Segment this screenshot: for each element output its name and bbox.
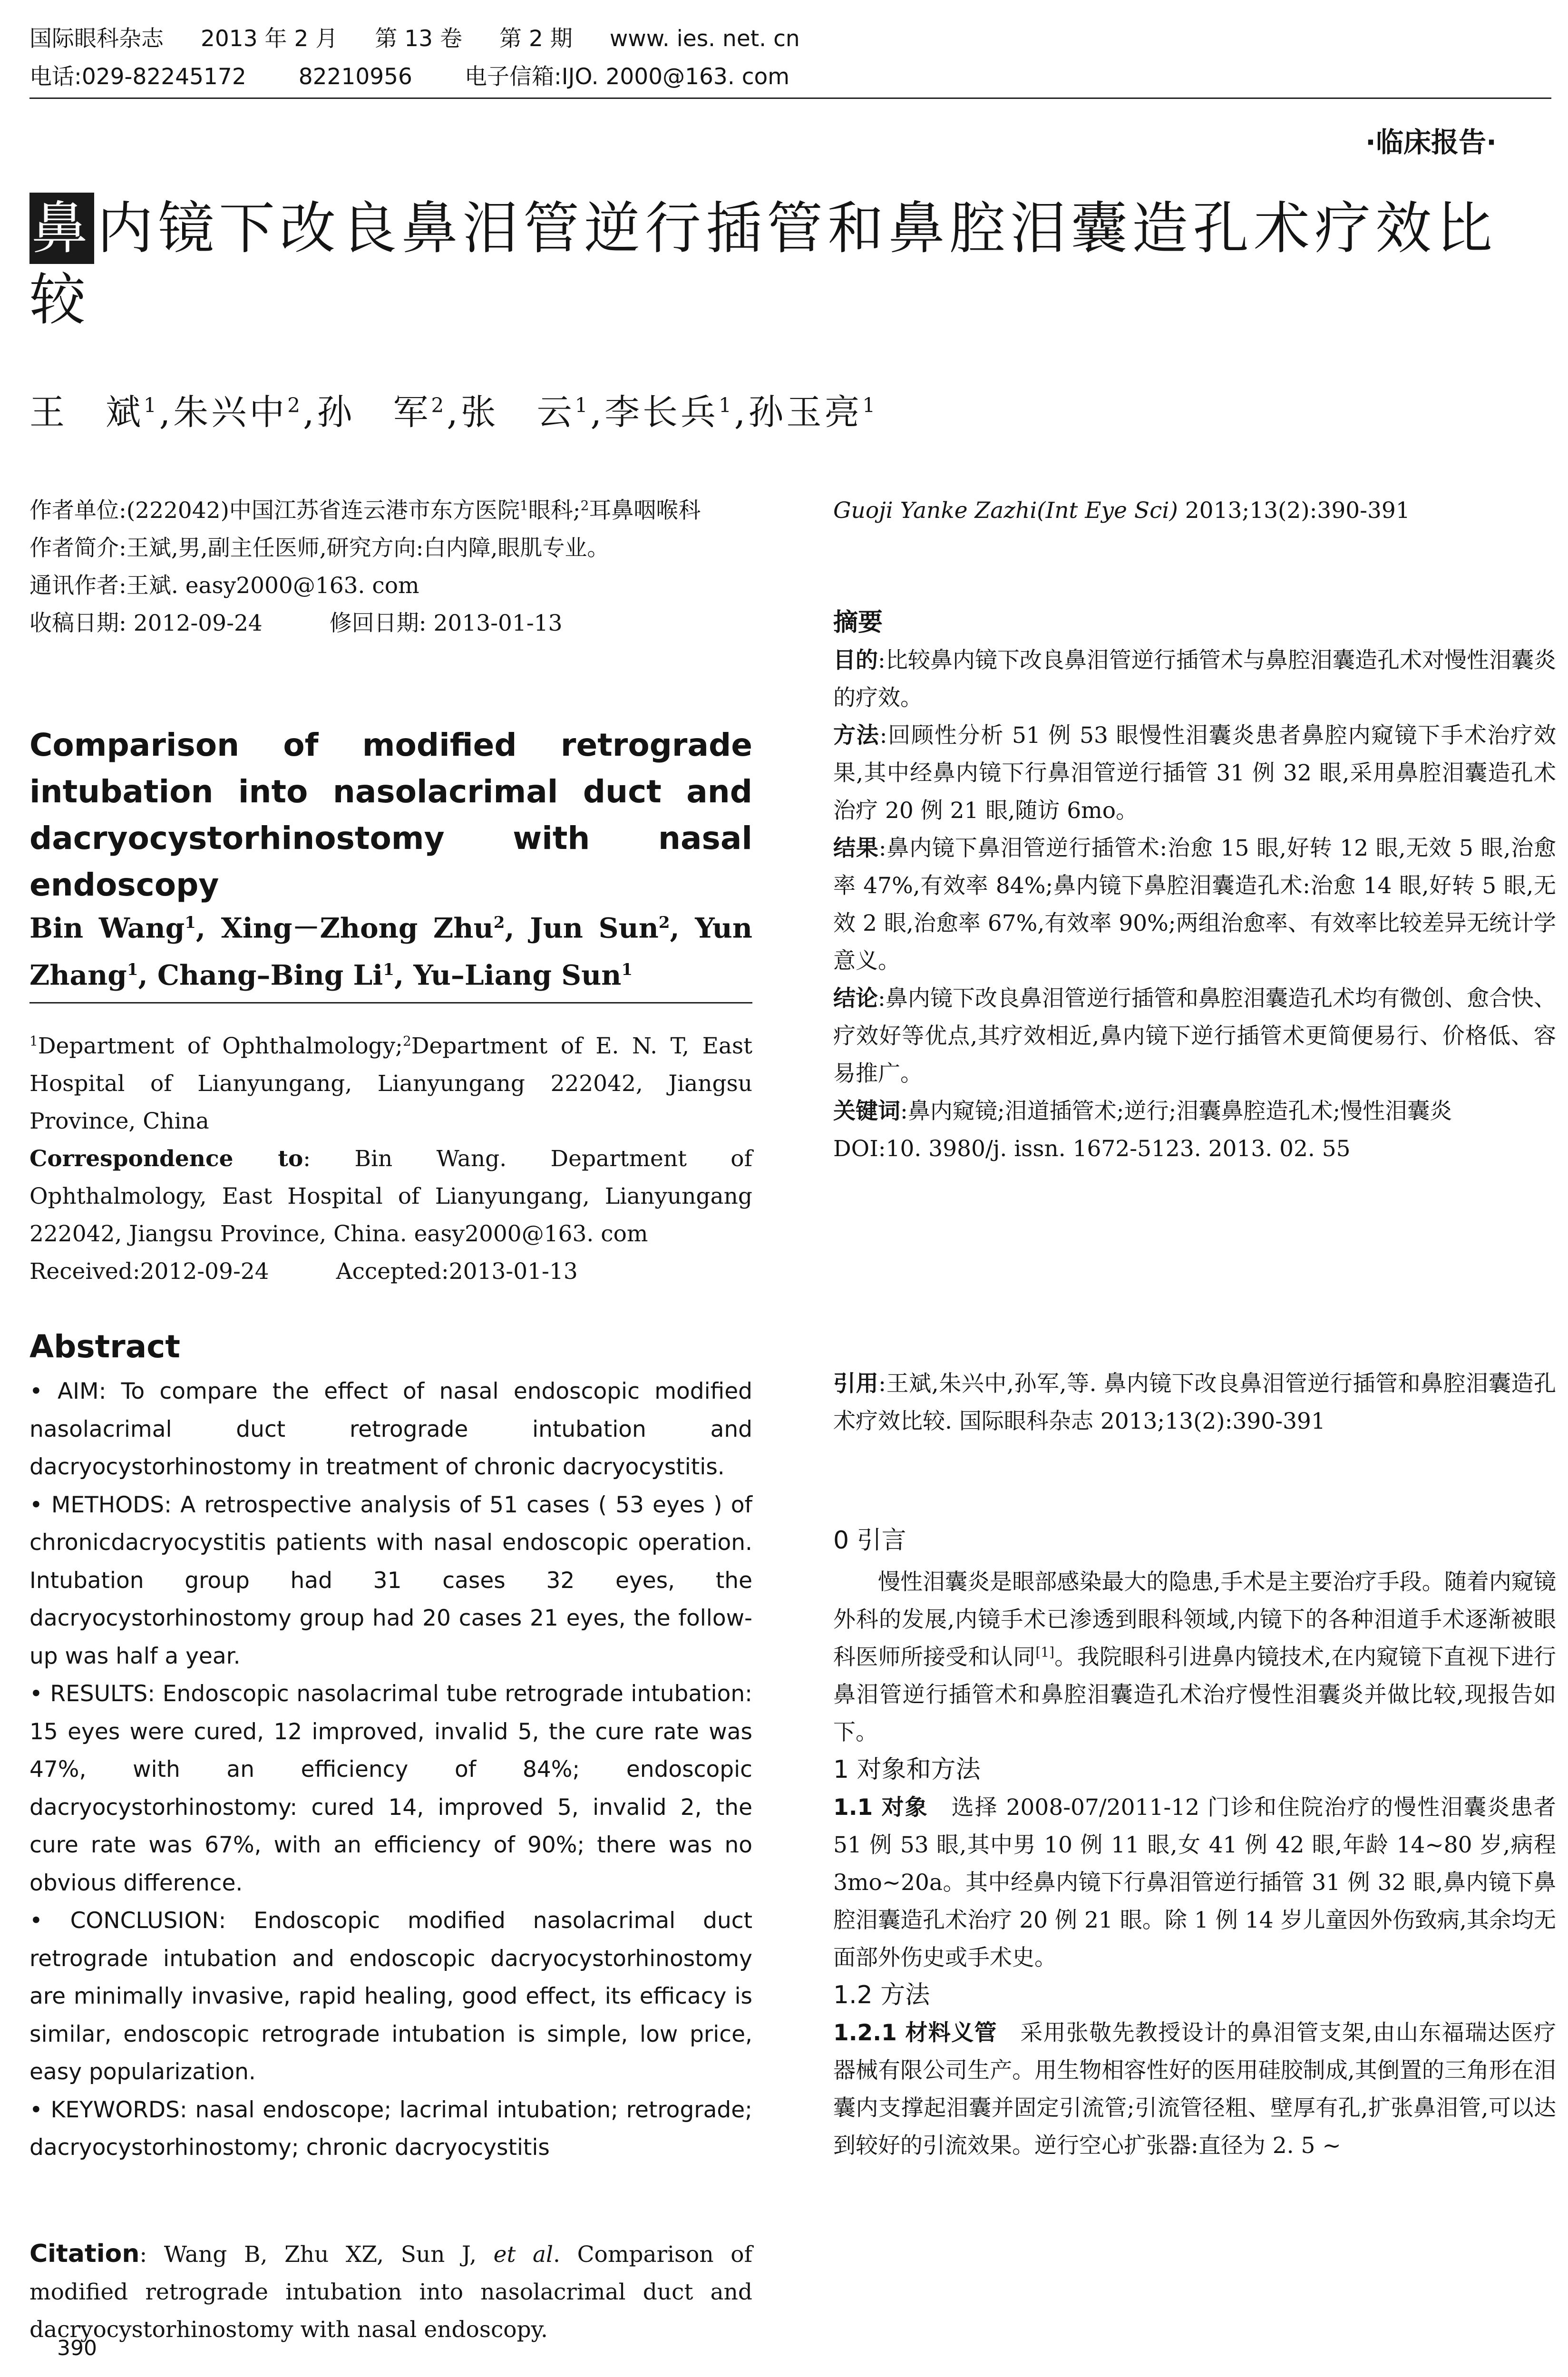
results-label: • RESULTS [29,1681,148,1707]
results-text: : Endoscopic nasolacrimal tube retrograde intubation: 15 eyes were cured, 12 improved, invalid 5, the cure rate was 47%, with an efficiency of 84%; endoscopic dacryocystorhinostomy: cured 14, improved 5, invalid 2, the cure rate was 67%, with an efficiency of 90%; there was no obvious difference. [29,1681,752,1896]
issue-number: 第 2 期 [499,26,573,52]
section-tag: ·临床报告· [1365,126,1497,158]
en-author: Yu–Liang Sun [413,959,622,992]
received-dates: 收稿日期: 2012-09-24 修回日期: 2013-01-13 [29,610,563,636]
affil-dept1: Department of Ophthalmology; [38,1033,403,1059]
zh-keywords-label: 关键词 [833,1098,900,1124]
phone2: 82210956 [298,64,412,90]
zh-aim-text: :比较鼻内镜下改良鼻泪管逆行插管术与鼻腔泪囊造孔术对慢性泪囊炎的疗效。 [833,647,1556,711]
zh-citation-label: 引用 [833,1371,879,1397]
affil-dept2: Department of E. N. T, East Hospital of Lianyungang, Lianyungang 222042, Jiangsu Province, China [29,1033,752,1134]
english-abstract [29,1373,752,2167]
article-body [833,1522,1556,2164]
citation-year: 2013;13(2):390-391 [1185,497,1410,524]
zh-methods-text: :回顾性分析 51 例 53 眼慢性泪囊炎患者鼻腔内窥镜下手术治疗效果,其中经鼻内镜下行鼻泪管逆行插管 31 例 32 眼,采用鼻腔泪囊造孔术治疗 20 例 21 眼,随访 6mo。 [833,722,1556,824]
author-unit: 作者单位:(222042)中国江苏省连云港市东方医院 [29,497,520,524]
chinese-abstract [833,604,1556,1168]
citation-continued [833,492,1556,529]
en-author: Jun Sun [530,912,659,945]
intro-text-b: 。我院眼科引进鼻内镜技术,在内窥镜下直视下进行鼻泪管逆行插管术和鼻腔泪囊造孔术治疗慢性泪囊炎并做比较,现报告如下。 [833,1644,1556,1745]
english-affiliations: $^1$Department of Ophthalmology;$^2$Department of E. N. T, East Hospital of Lianyungang, Lianyungang 222042, Jiangsu Province, China Correspondence to: Bin Wang. Department of Ophthalmology, East Hospital of Lianyungang, Lianyungang 222042, Jiangsu Province, China. easy2000@163. com Received:2012-09-24 Accepted:2013-01-13 [29,1027,752,1290]
intro-text-a: 慢性泪囊炎是眼部感染最大的隐患,手术是主要治疗手段。随着内窥镜外科的发展,内镜手术已渗透到眼科领域,内镜下的各种泪道手术逐渐被眼科医师所接受和认同 [833,1569,1556,1670]
doi: DOI:10. 3980/j. issn. 1672-5123. 2013. 02. 55 [833,1136,1351,1162]
citation-journal: Guoji Yanke Zazhi(Int Eye Sci) [833,497,1178,524]
citation-english [29,2235,752,2348]
title-text: 内镜下改良鼻泪管逆行插管和鼻腔泪囊造孔术疗效比较 [29,195,1498,332]
author: 王 斌 [29,392,144,433]
abstract-heading: Abstract [29,1328,180,1365]
conclusion-label: • CONCLUSION [29,1908,219,1934]
en-author: Chang–Bing Li [157,959,383,992]
issue-date: 2013 年 2 月 [201,26,338,52]
keywords-text: : nasal endoscope; lacrimal intubation; retrograde; dacryocystorhinostomy; chronic dacryocystitis [29,2096,752,2161]
author: 朱兴中 [173,392,288,433]
sec121-label: 1.2.1 材料义管 [833,2020,997,2046]
author: 孙玉亮 [748,392,863,433]
page-number: 390 [57,2336,97,2360]
article-title [29,193,1551,335]
zh-results-text: :鼻内镜下鼻泪管逆行插管术:治愈 15 眼,好转 12 眼,无效 5 眼,治愈率 47%,有效率 84%;鼻内镜下鼻腔泪囊造孔术:治愈 14 眼,好转 5 眼,无效 2 眼,治愈率 67%,有效率 90%;两组治愈率、有效率比较差异无统计学意义。 [833,835,1556,974]
methods-text: : A retrospective analysis of 51 cases ( 53 eyes ) of chronicdacryocystitis patients with nasal endoscopic operation. Intubation group had 31 cases 32 eyes, the dacryocystorhinostomy group had 20 cases 21 eyes, the follow-up was half a year. [29,1491,752,1669]
journal-name: 国际眼科杂志 [29,26,164,52]
section12-heading: 1.2 方法 [833,1981,930,2009]
section1-heading: 1 对象和方法 [833,1755,981,1784]
en-author: Xing－Zhong Zhu [221,912,494,945]
zh-keywords-text: :鼻内窥镜;泪道插管术;逆行;泪囊鼻腔造孔术;慢性泪囊炎 [900,1098,1452,1124]
header-rule [29,97,1551,99]
phone: 电话:029-82245172 [29,64,246,90]
en-author: Yun Zhang [29,912,752,992]
email: 电子信箱:IJO. 2000@163. com [464,64,790,90]
citation-text-a: : Wang B, Zhu XZ, Sun J, [139,2241,477,2268]
en-author: Bin Wang [29,912,185,945]
correspondence-label: Correspondence to [29,1146,303,1172]
citation-chinese [833,1365,1556,1440]
journal-header-line2 [29,63,827,91]
conclusion-text: : Endoscopic modified nasolacrimal duct retrograde intubation and endoscopic dacryocystorhinostomy are minimally invasive, rapid healing, good effect, its efficacy is similar, endoscopic retrograde intubation is simple, low price, easy popularization. [29,1908,753,2085]
zh-conclusion-label: 结论 [833,985,878,1012]
aim-text: : To compare the effect of nasal endoscopic modified nasolacrimal duct retrograde intubation and dacryocystorhinostomy in treatment of chronic dacryocystitis. [29,1378,752,1480]
author: 孙 军 [317,392,431,433]
website: www. ies. net. cn [609,26,800,52]
author-list: 王 斌$^1$,朱兴中$^2$,孙 军$^2$,张 云$^1$,李长兵$^1$,孙玉亮$^1$ [29,392,878,433]
english-authors: Bin Wang$^1$, Xing－Zhong Zhu$^2$, Jun Sun$^2$, Yun Zhang$^1$, Chang–Bing Li$^1$, Yu–Liang Sun$^1$ [29,912,752,992]
english-title: Comparison of modified retrograde intubation into nasolacrimal duct and dacryocystorhinostomy with nasal endoscopy [29,727,752,903]
keywords-label: • KEYWORDS [29,2096,180,2123]
corresponding-author: 通讯作者:王斌. easy2000@163. com [29,573,419,599]
citation-etal: et al [493,2241,554,2268]
methods-label: • METHODS [29,1491,165,1518]
zh-results-label: 结果 [833,835,879,861]
zh-aim-label: 目的 [833,647,878,673]
author-unit-dept1: 眼科; [528,497,581,524]
journal-header-line1 [29,25,837,53]
title-drop-char: 鼻 [29,193,94,264]
abstract-zh-heading: 摘要 [833,608,883,637]
sec11-label: 1.1 对象 [833,1794,928,1821]
zh-citation-text: :王斌,朱兴中,孙军,等. 鼻内镜下改良鼻泪管逆行插管和鼻腔泪囊造孔术疗效比较. 国际眼科杂志 2013;13(2):390-391 [833,1371,1556,1434]
citation-label: Citation [29,2240,140,2268]
aim-label: • AIM [29,1378,99,1404]
sec121-text: 采用张敬先教授设计的鼻泪管支架,由山东福瑞达医疗器械有限公司生产。用生物相容性好的医用硅胶制成,其倒置的三角形在泪囊内支撑起泪囊并固定引流管;引流管径粗、壁厚有孔,扩张鼻泪管,可以达到较好的引流效果。逆行空心扩张器:直径为 2. 5 ~ [833,2020,1556,2159]
author: 张 云 [460,392,575,433]
zh-conclusion-text: :鼻内镜下改良鼻泪管逆行插管和鼻腔泪囊造孔术均有微创、愈合快、疗效好等优点,其疗效相近,鼻内镜下逆行插管术更简便易行、价格低、容易推广。 [833,985,1556,1087]
citation-text-b: . Comparison of modified retrograde intubation into nasolacrimal duct and dacryocystorhinostomy with nasal endoscopy. [29,2241,752,2343]
intro-heading: 0 引言 [833,1526,906,1555]
volume: 第 13 卷 [375,26,463,52]
author-intro: 作者简介:王斌,男,副主任医师,研究方向:白内障,眼肌专业。 [29,535,610,561]
received-accepted: Received:2012-09-24 Accepted:2013-01-13 [29,1258,578,1285]
correspondence-text: : Bin Wang. Department of Ophthalmology, East Hospital of Lianyungang, Lianyungang 222042, Jiangsu Province, China. easy2000@163. com [29,1146,752,1247]
affiliation-rule [29,1002,752,1003]
intro-paragraph [833,1563,1556,1751]
intro-ref: [1] [1035,1644,1055,1660]
author-unit-dept2: 耳鼻咽喉科 [589,497,701,524]
zh-methods-label: 方法 [833,722,880,749]
author-info: 作者单位:(222042)中国江苏省连云港市东方医院$^1$眼科;$^2$耳鼻咽喉科 作者简介:王斌,男,副主任医师,研究方向:白内障,眼肌专业。 通讯作者:王斌. easy2000@163. com 收稿日期: 2012-09-24 修回日期: 2013-01-13 [29,492,752,642]
sec11-text: 选择 2008-07/2011-12 门诊和住院治疗的慢性泪囊炎患者 51 例 53 眼,其中男 10 例 11 眼,女 41 例 42 眼,年龄 14~80 岁,病程 3mo~20a。其中经鼻内镜下行鼻泪管逆行插管 31 例 32 眼,鼻内镜下鼻腔泪囊造孔术治疗 20 例 21 眼。除 1 例 14 岁儿童因外伤致病,其余均无面部外伤史或手术史。 [833,1794,1557,1971]
author: 李长兵 [604,392,719,433]
